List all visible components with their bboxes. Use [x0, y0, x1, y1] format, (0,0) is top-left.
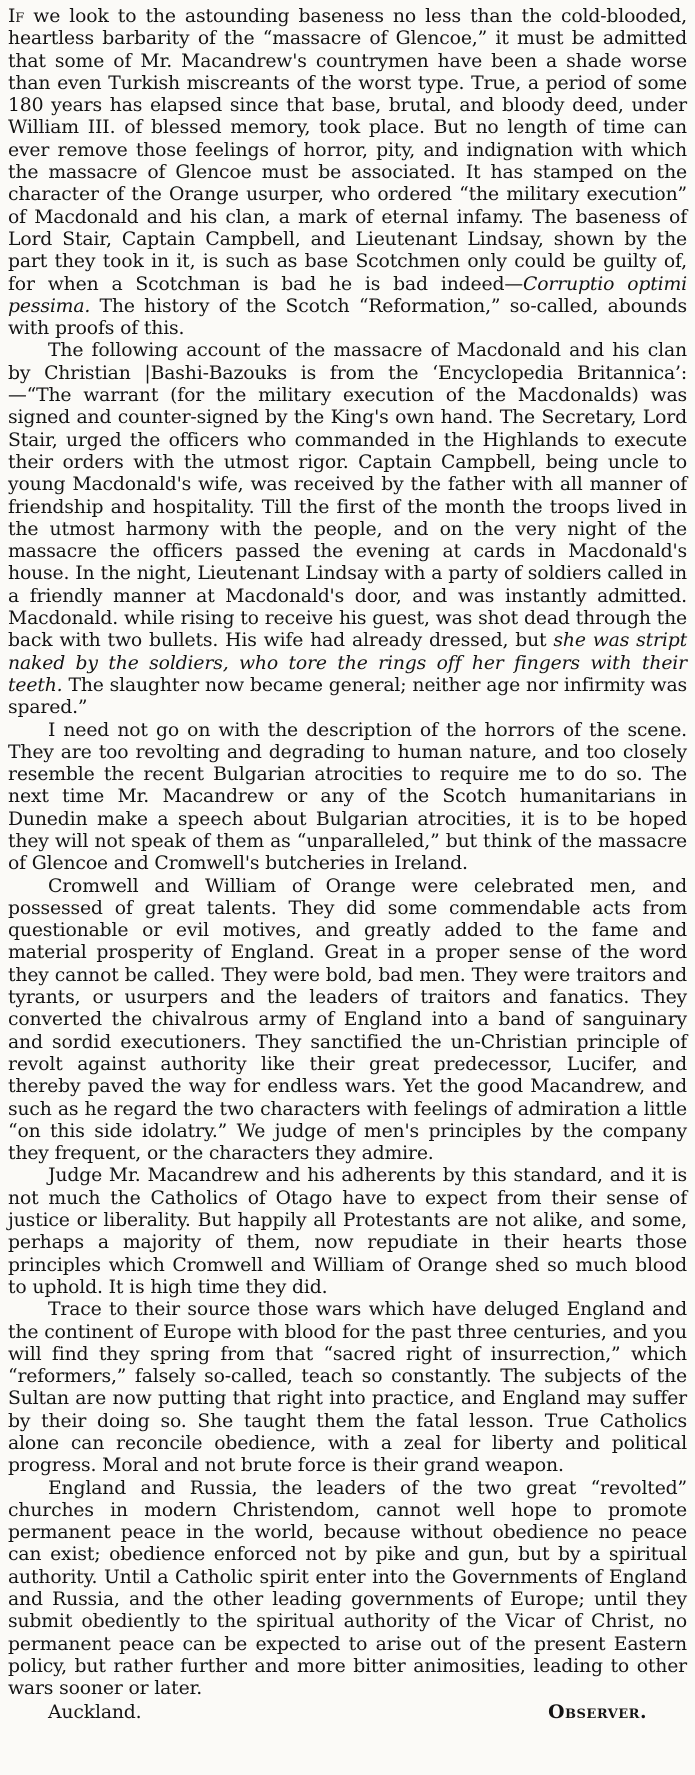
- article-paragraph: [8, 340, 687, 719]
- signoff: [8, 1701, 687, 1724]
- article-paragraph: [8, 720, 687, 876]
- paragraph-text: I need not go on with the description of the horrors of the scene. They are too revolting and degrading to human nature, and too closely resemble the recent Bulgarian atrocities to require me to do so. The next time Mr. Macandrew or any of the Scotch humanitarians in Dunedin make a speech about Bulgarian atrocities, it is to be hoped they will not speak of them as “unparalleled,” but think of the massacre of Glencoe and Cromwell's butcheries in Ireland.: [8, 719, 687, 875]
- paragraph-text: The following account of the massacre of Macdonald and his clan by Christian |Bashi-Bazouks is from the ‘Encyclopedia Britannica’:—“The warrant (for the military execution of the Macdonalds) was signed and counter-signed by the King's own hand. The Secretary, Lord Stair, urged the officers who commanded in the Highlands to execute their orders with the utmost rigor. Captain Campbell, being uncle to young Macdonald's wife, was received by the father with all manner of friendship and hospitality. Till the first of the month the troops lived in the utmost harmony with the people, and on the very night of the massacre the officers passed the evening at cards in Macdonald's house. In the night, Lieutenant Lindsay with a party of soldiers called in a friendly manner at Macdonald's door, and was instantly admitted. Macdonald. while rising to receive his guest, was shot dead through the back with two bullets. His wife had already dressed, but: [8, 340, 687, 652]
- paragraph-text: Cromwell and William of Orange were celebrated men, and possessed of great talents. They did some commendable acts from questionable or evil motives, and greatly added to the fame and material prosperity of England. Great in a proper sense of the word they cannot be called. They were bold, bad men. They were traitors and tyrants, or usurpers and the leaders of traitors and fanatics. They converted the chivalrous army of England into a band of sanguinary and sordid executioners. They sanctified the un-Christian principle of revolt against authority like their great predecessor, Lucifer, and thereby paved the way for endless wars. Yet the good Macandrew, and such as he regard the two characters with feelings of admiration a little “on this side idolatry.” We judge of men's principles by the company they frequent, or the characters they admire.: [8, 875, 687, 1165]
- article-paragraph: [8, 1299, 687, 1477]
- article-body: [8, 6, 687, 1701]
- signoff-place: Auckland.: [48, 1701, 142, 1723]
- paragraph-lead-word: If: [8, 6, 25, 27]
- paragraph-text: Trace to their source those wars which have deluged England and the continent of Europe with blood for the past three centuries, and you will find they spring from that “sacred right of insurrection,” which “reformers,” falsely so-called, teach so constantly. The subjects of the Sultan are now putting that right into practice, and England may suffer by their doing so. She taught them the fatal lesson. True Catholics alone can reconcile obedience, with a zeal for liberty and political progress. Moral and not brute force is their grand weapon.: [8, 1299, 687, 1477]
- paragraph-text: The slaughter now became general; neither age nor infirmity was spared.”: [8, 674, 687, 719]
- paragraph-text: England and Russia, the leaders of the two great “revolted” churches in modern Christendom, cannot well hope to promote permanent peace in the world, because without obedience no peace can exist; obedience enforced not by pike and gun, but by a spiritual authority. Until a Catholic spirit enter into the Governments of England and Russia, and the other leading governments of Europe; until they submit obediently to the spiritual authority of the Vicar of Christ, no permanent peace can be expected to arise out of the present Eastern policy, but rather further and more bitter animosities, leading to other wars sooner or later.: [8, 1477, 687, 1700]
- paragraph-text: The history of the Scotch “Reformation,” so-called, abounds with proofs of this.: [8, 295, 687, 340]
- paragraph-text: Judge Mr. Macandrew and his adherents by this standard, and it is not much the Catholics of Otago have to expect from their sense of justice or liberality. But happily all Protestants are not alike, and some, perhaps a majority of them, now repudiate in their hearts those principles which Cromwell and William of Orange shed so much blood to uphold. It is high time they did.: [8, 1165, 687, 1298]
- article-paragraph: [8, 876, 687, 1166]
- article-paragraph: [8, 1165, 687, 1299]
- paragraph-text: we look to the astounding baseness no less than the cold-blooded, heartless barbarity of the “massacre of Glencoe,” it must be admitted that some of Mr. Macandrew's countrymen have been a shade worse than even Turkish miscreants of the worst type. True, a period of some 180 years has elapsed since that base, brutal, and bloody deed, under William III. of blessed memory, took place. But no length of time can ever remove those feelings of horror, pity, and indignation with which the massacre of Glencoe must be associated. It has stamped on the character of the Orange usurper, who ordered “the military execution” of Macdonald and his clan, a mark of eternal infamy. The baseness of Lord Stair, Captain Campbell, and Lieutenant Lindsay, shown by the part they took in it, is such as base Scotchmen only could be guilty of, for when a Scotchman is bad he is bad indeed—: [8, 6, 687, 295]
- italic-text: she was stript naked by the soldiers, who tore the rings off her fingers with their teeth.: [8, 630, 688, 696]
- signoff-author: Observer.: [548, 1700, 647, 1723]
- italic-text: Corruptio optimi pessima.: [8, 273, 687, 317]
- article-paragraph: [8, 6, 687, 340]
- article-paragraph: [8, 1478, 687, 1701]
